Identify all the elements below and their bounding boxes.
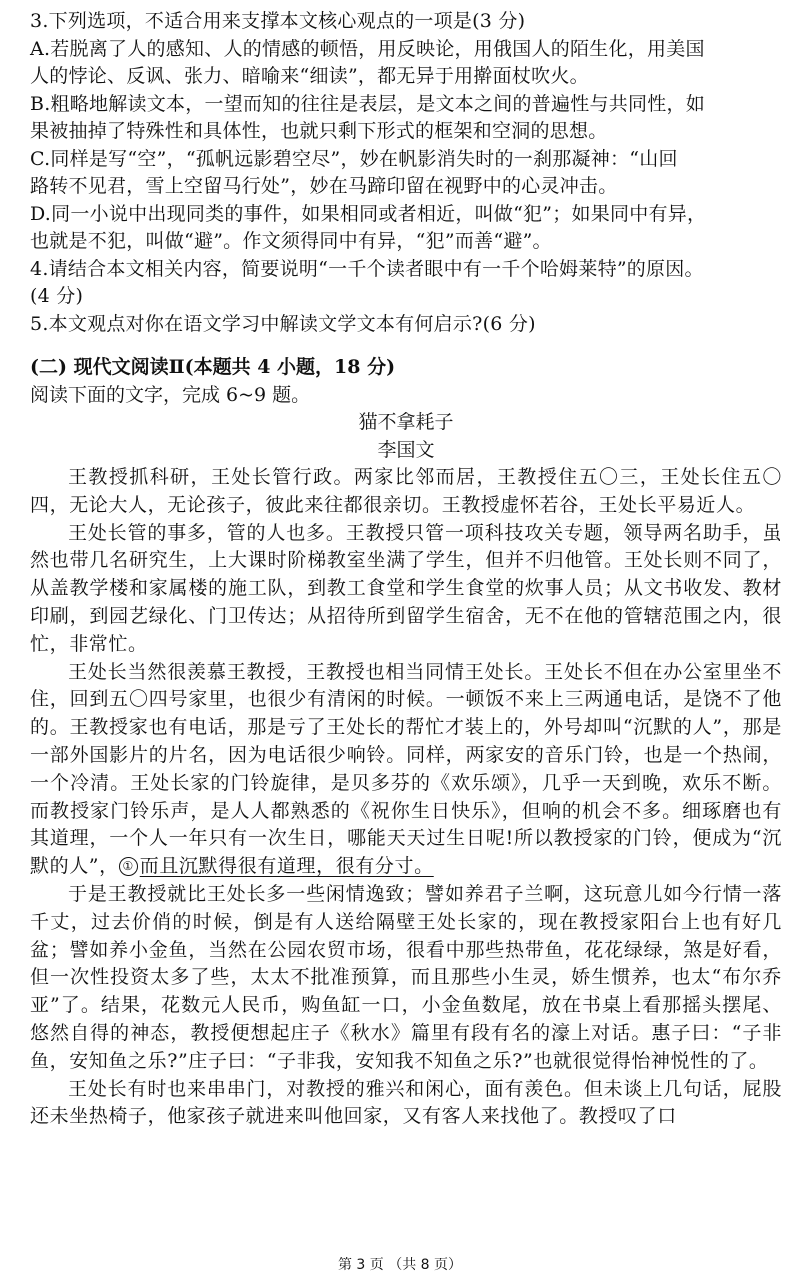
article-title: 猫不拿耗子 [358, 411, 454, 433]
article-paragraph-1: 王教授抓科研，王处长管行政。两家比邻而居，王教授住五〇三，王处长住五〇四，无论大人，无论孩子，彼此来往都很亲切。王教授虚怀若谷，王处长平易近人。 [30, 466, 782, 516]
paragraph-3-text: 王处长当然很羡慕王教授，王教授也相当同情王处长。王处长不但在办公室里坐不住，回到五〇四号家里，也很少有清闲的时候。一顿饭不来上三两通电话，是饶不了他的。王教授家也有电话，那是亏了王处长的帮忙才装上的，外号却叫“沉默的人”，那是一部外国影片的片名，因为电话很少响铃。同样，两家安的音乐门铃，也是一个热闹，一个冷清。王处长家的门铃旋律，是贝多芬的《欢乐颂》，几乎一天到晚，欢乐不断。而教授家门铃乐声，是人人都熟悉的《祝你生日快乐》，但响的机会不多。细琢磨也有其道理，一个人一年只有一次生日，哪能天天过生日呢!所以教授家的门铃，便成为“沉默的人”， [30, 660, 782, 878]
underlined-sentence: 而且沉默得很有道理，很有分寸。 [139, 855, 434, 878]
option-a-line1: A.若脱离了人的感知、人的情感的顿悟，用反映论，用俄国人的陌生化，用美国 [30, 37, 705, 60]
option-c-line2: 路转不见君，雪上空留马行处”，妙在马蹄印留在视野中的心灵冲击。 [30, 175, 618, 197]
question-3-stem: 3.下列选项，不适合用来支撑本文核心观点的一项是(3 分) [30, 10, 526, 32]
section-instruction: 阅读下面的文字，完成 6~9 题。 [30, 383, 311, 406]
question-marker: ① [119, 857, 138, 876]
article-paragraph-3 [30, 659, 782, 881]
article-paragraph-5: 王处长有时也来串串门，对教授的雅兴和闲心，面有羡色。但未谈上几句话，屁股还未坐热椅子，他家孩子就进来叫他回家，又有客人来找他了。教授叹了口 [30, 1077, 782, 1128]
question-4-line1: 4.请结合本文相关内容，简要说明“一千个读者眼中有一千个哈姆莱特”的原因。 [30, 257, 704, 280]
article-author: 李国文 [377, 438, 435, 461]
question-5: 5.本文观点对你在语文学习中解读文学文本有何启示?(6 分) [30, 312, 536, 335]
section-title: (二) 现代文阅读Ⅱ(本题共 4 小题，18 分) [30, 356, 396, 378]
article-paragraph-2: 王处长管的事多，管的人也多。王教授只管一项科技攻关专题，领导两名助手，虽然也带几名研究生，上大课时阶梯教室坐满了学生，但并不归他管。王处长则不同了，从盖教学楼和家属楼的施工队，到教工食堂和学生食堂的炊事人员；从文书收发、教材印刷，到园艺绿化、门卫传达；从招待所到留学生宿舍，无不在他的管辖范围之内，很忙，非常忙。 [30, 521, 782, 655]
page-footer: 第 3 页 （共 8 页） [337, 1257, 463, 1273]
exam-page [30, 8, 782, 1131]
article-paragraph-4: 于是王教授就比王处长多一些闲情逸致；譬如养君子兰啊，这玩意儿如今行情一落千丈，过去价俏的时候，倒是有人送给隔壁王处长家的，现在教授家阳台上也有好几盆；譬如养小金鱼，当然在公园农贸市场，很看中那些热带鱼，花花绿绿，煞是好看，但一次性投资太多了些，太太不批准预算，而且那些小生灵，娇生惯养，也太“布尔乔亚”了。结果，花数元人民币，购鱼缸一口，小金鱼数尾，放在书桌上看那摇头摆尾、悠然自得的神态，教授便想起庄子《秋水》篇里有段有名的濠上对话。惠子曰：“子非鱼，安知鱼之乐?”庄子曰：“子非我，安知我不知鱼之乐?”也就很觉得怡神悦性的了。 [30, 882, 782, 1072]
option-a-line2: 人的悖论、反讽、张力、暗喻来“细读”，都无异于用擀面杖吹火。 [30, 65, 589, 87]
question-4-line2: (4 分) [30, 285, 84, 307]
option-b-line1: B.粗略地解读文本，一望而知的往往是表层，是文本之间的普遍性与共同性，如 [30, 92, 706, 115]
option-d-line1: D.同一小说中出现同类的事件，如果相同或者相近，叫做“犯”；如果同中有异， [30, 202, 707, 225]
option-c-line1: C.同样是写“空”，“孤帆远影碧空尽”，妙在帆影消失时的一刹那凝神：“山回 [30, 147, 678, 170]
option-d-line2: 也就是不犯，叫做“避”。作文须得同中有异，“犯”而善“避”。 [30, 230, 552, 252]
option-b-line2: 果被抽掉了特殊性和具体性，也就只剩下形式的框架和空洞的思想。 [30, 120, 608, 142]
